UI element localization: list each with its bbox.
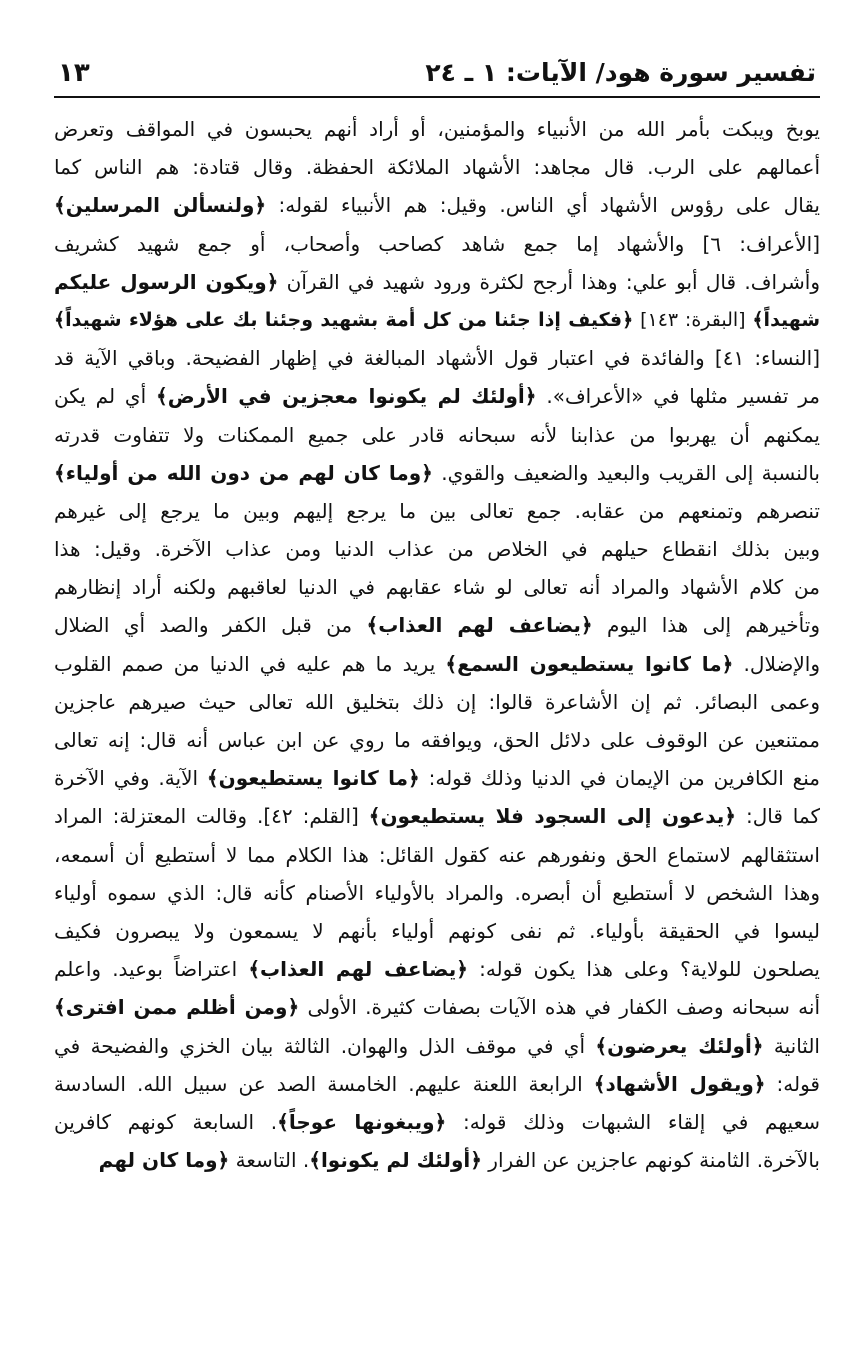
text-segment: وعمى البصائر. ثم إن الأشاعرة قالوا: إن ذلك بتخليق الله تعالى حيث صيرهم عاجزين bbox=[54, 689, 820, 714]
text-line bbox=[54, 186, 820, 224]
running-title: تفسير سورة هود/ الآيات: ١ ـ ٢٤ bbox=[425, 58, 816, 87]
text-segment: يوبخ ويبكت بأمر الله من الأنبياء والمؤمنين، أو أراد أنهم يحبسون في المواقف وتعرض bbox=[54, 117, 820, 141]
text-segment: [القلم: ٤٢]. وقالت المعتزلة: المراد bbox=[54, 804, 369, 829]
quran-quote: ﴿ما كانوا يستطيعون السمع﴾ bbox=[445, 651, 734, 676]
text-line bbox=[54, 836, 820, 874]
document-page bbox=[54, 56, 820, 1179]
text-segment: وهذا الشخص لا أستطيع أن أبصره. والمراد بالأولياء الأصنام كأنه قال: الذي سموه أولياء bbox=[54, 880, 820, 905]
text-line bbox=[54, 339, 820, 377]
quran-quote: ﴿يدعون إلى السجود فلا يستطيعون﴾ bbox=[368, 804, 737, 829]
text-segment: . التاسعة bbox=[229, 1148, 310, 1173]
text-segment: وبين بذلك انقطاع حيلهم في الخلاص من عذاب الدنيا ومن عذاب الآخرة. وقيل: هذا bbox=[54, 537, 820, 562]
quran-quote: ﴿ويقول الأشهاد﴾ bbox=[593, 1071, 766, 1096]
text-segment: أنه سبحانه وصف الكفار في هذه الآيات بصفات كثيرة. الأولى bbox=[299, 995, 820, 1020]
page-number: ١٣ bbox=[58, 58, 90, 88]
text-segment: يصلحون للولاية؟ وعلى هذا يكون قوله: bbox=[467, 957, 820, 982]
quran-quote: ﴿وما كان لهم من دون الله من أولياء﴾ bbox=[54, 460, 433, 485]
text-segment: مر تفسير مثلها في «الأعراف». bbox=[536, 384, 820, 409]
text-segment: من كلام الأشهاد والمراد أنه تعالى لو شاء عقابهم في الدنيا لعاقبهم ولكنه أراد إنظارهم bbox=[54, 575, 820, 600]
text-segment: [الأعراف: ٦] والأشهاد إما جمع شاهد كصاحب وأصحاب، أو جمع شهيد كشريف bbox=[54, 231, 820, 256]
text-segment: قوله: bbox=[765, 1071, 820, 1096]
quran-quote: ﴿أولئك لم يكونوا معجزين في الأرض﴾ bbox=[155, 384, 537, 409]
text-segment: تنصرهم وتمنعهم من عقابه. جمع تعالى بين ما يرجع إليهم وبين ما يرجع إلى غيرهم bbox=[54, 498, 820, 523]
quran-quote: ﴿أولئك يعرضون﴾ bbox=[595, 1033, 764, 1058]
text-line bbox=[54, 988, 820, 1026]
text-segment: وأشراف. قال أبو علي: وهذا أرجح لكثرة ورود شهيد في القرآن bbox=[278, 269, 820, 294]
text-line bbox=[54, 568, 820, 606]
text-segment: بالنسبة إلى القريب والبعيد والضعيف والقوي. bbox=[432, 460, 820, 485]
text-segment: والإضلال. bbox=[733, 651, 820, 676]
text-line bbox=[54, 950, 820, 988]
text-segment: أي في موقف الذل والهوان. الثالثة بيان الخزي والفضيحة في bbox=[54, 1033, 596, 1058]
text-line bbox=[54, 759, 820, 797]
quran-quote: ﴿ويبغونها عوجاً﴾ bbox=[277, 1109, 447, 1134]
text-line bbox=[54, 645, 820, 683]
quran-quote: ﴿ولنسألن المرسلين﴾ bbox=[54, 193, 267, 218]
text-segment: من قبل الكفر والصد أي الضلال bbox=[54, 613, 367, 638]
text-line bbox=[54, 912, 820, 950]
quran-quote: ﴿فكيف إذا جئنا من كل أمة بشهيد وجئنا بك على هؤلاء شهيداً﴾ bbox=[54, 308, 634, 331]
text-segment: استثقالهم لاستماع الحق ونفورهم عنه كقول القائل: هذا الكلام مما لا أستطيع أن أسمعه، bbox=[54, 842, 820, 867]
quran-quote: ﴿ما كانوا يستطيعون﴾ bbox=[206, 766, 420, 791]
text-line bbox=[54, 416, 820, 454]
text-line bbox=[54, 492, 820, 530]
text-segment: وتأخيرهم إلى هذا اليوم bbox=[592, 613, 820, 638]
quran-quote: ﴿ومن أظلم ممن افترى﴾ bbox=[54, 995, 300, 1020]
text-segment: الثانية bbox=[763, 1033, 820, 1058]
text-segment: ممتنعين عن الوقوف على دلائل الحق، ويوافقه ما روي عن ابن عباس أنه قال: إنه تعالى bbox=[54, 728, 820, 752]
quran-quote: ﴿وما كان لهم bbox=[98, 1148, 230, 1173]
text-segment: كما قال: bbox=[736, 804, 820, 829]
text-segment: . السابعة كونهم كافرين bbox=[54, 1109, 278, 1134]
text-line bbox=[54, 225, 820, 263]
quran-quote: ﴿ويكون الرسول عليكم bbox=[54, 269, 279, 294]
text-line bbox=[54, 721, 820, 759]
text-segment: يريد ما هم عليه في الدنيا من صمم القلوب bbox=[54, 651, 446, 676]
page-header bbox=[54, 56, 820, 90]
text-segment: منع الكافرين من الإيمان في الدنيا وذلك قوله: bbox=[419, 766, 820, 791]
text-line bbox=[54, 606, 820, 644]
text-segment: يقال على رؤوس الأشهاد أي الناس. وقيل: هم الأنبياء لقوله: bbox=[266, 193, 820, 218]
text-line bbox=[54, 874, 820, 912]
text-line bbox=[54, 377, 820, 415]
text-line bbox=[54, 1141, 820, 1179]
text-line bbox=[54, 1027, 820, 1065]
text-segment: يمكنهم أن يهربوا من عذابنا لأنه سبحانه قادر على جميع الممكنات ولا تتفاوت قدرته bbox=[54, 422, 820, 447]
quran-quote: ﴿أولئك لم يكونوا﴾ bbox=[309, 1148, 482, 1173]
text-segment: اعتراضاً بوعيد. واعلم bbox=[54, 957, 249, 982]
text-line bbox=[54, 1103, 820, 1141]
text-line bbox=[54, 454, 820, 492]
text-line bbox=[54, 683, 820, 721]
text-line bbox=[54, 797, 820, 835]
text-segment: أي لم يكن bbox=[54, 384, 156, 409]
text-line bbox=[54, 530, 820, 568]
text-line bbox=[54, 263, 820, 301]
text-segment: أعمالهم على الرب. قال مجاهد: الأشهاد الملائكة الحفظة. وقال قتادة: هم الناس كما bbox=[54, 155, 820, 180]
text-segment: الآية. وفي الآخرة bbox=[54, 766, 207, 791]
text-line bbox=[54, 1065, 820, 1103]
text-line bbox=[54, 110, 820, 148]
text-segment: سعيهم في إلقاء الشبهات وذلك قوله: bbox=[446, 1109, 820, 1134]
text-segment: [النساء: ٤١] والفائدة في اعتبار قول الأشهاد المبالغة في إظهار الفضيحة. وباقي الآية قد bbox=[54, 346, 820, 371]
text-segment: ليسوا في الحقيقة بأولياء. ثم نفى كونهم أولياء بأنهم لا يسمعون ولا يبصرون فكيف bbox=[54, 918, 820, 943]
text-line bbox=[54, 148, 820, 186]
quran-quote: ﴿يضاعف لهم العذاب﴾ bbox=[366, 613, 593, 638]
text-segment: [البقرة: ١٤٣] bbox=[633, 308, 753, 331]
text-segment: الرابعة اللعنة عليهم. الخامسة الصد عن سبيل الله. السادسة bbox=[54, 1071, 594, 1096]
body-text bbox=[54, 110, 820, 1179]
header-rule bbox=[54, 96, 820, 98]
text-line bbox=[54, 301, 820, 339]
quran-quote: شهيداً﴾ bbox=[752, 308, 820, 331]
text-segment: بالآخرة. الثامنة كونهم عاجزين عن الفرار bbox=[481, 1148, 820, 1173]
quran-quote: ﴿يضاعف لهم العذاب﴾ bbox=[248, 957, 468, 982]
